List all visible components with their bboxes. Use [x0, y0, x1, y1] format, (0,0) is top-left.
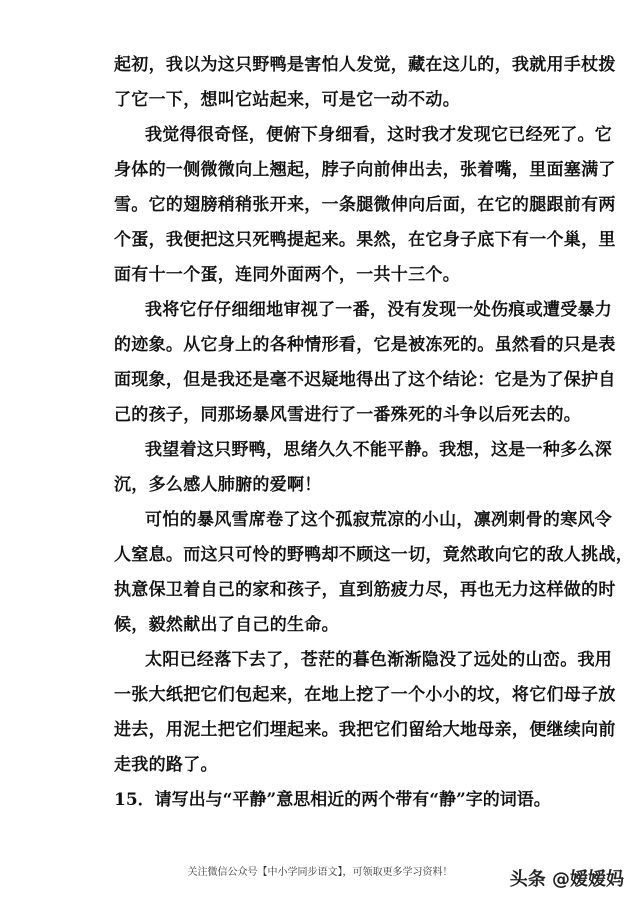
paragraph-3-line-2: 的迹象。从它身上的各种情形看，它是被冻死的。虽然看的只是表: [114, 335, 616, 355]
paragraph-4-line-1: 我望着这只野鸭，思绪久久不能平静。我想，这是一种多么深: [145, 440, 613, 460]
question-15: 15．请写出与“平静”意思相近的两个带有“静”字的词语。: [114, 790, 551, 810]
paragraph-6-line-4: 走我的路了。: [114, 755, 218, 775]
paragraph-2-line-2: 身体的一侧微微向上翘起，脖子向前伸出去，张着嘴，里面塞满了: [114, 160, 616, 180]
paragraph-2-line-1: 我觉得很奇怪，便俯下身细看，这时我才发现它已经死了。它: [145, 125, 613, 145]
source-watermark: 头条 @嫒嫒妈: [509, 869, 624, 890]
paragraph-3-line-4: 己的孩子，同那场暴风雪进行了一番殊死的斗争以后死去的。: [114, 405, 582, 425]
paragraph-3-line-1: 我将它仔仔细细地审视了一番，没有发现一处伤痕或遭受暴力: [145, 300, 613, 320]
paragraph-4-line-2: 沉，多么感人肺腑的爱啊！: [114, 475, 322, 495]
paragraph-2-line-5: 面有十一个蛋，连同外面两个，一共十三个。: [114, 265, 460, 285]
paragraph-5-line-1: 可怕的暴风雪席卷了这个孤寂荒凉的小山，凛冽刺骨的寒风令: [145, 510, 613, 530]
paragraph-5-line-3: 执意保卫着自己的家和孩子，直到筋疲力尽，再也无力这样做的时: [114, 580, 616, 600]
paragraph-3-line-3: 面现象，但是我还是毫不迟疑地得出了这个结论：它是为了保护自: [114, 370, 616, 390]
paragraph-2-line-4: 个蛋，我便把这只死鸭提起来。果然，在它身子底下有一个巢，里: [114, 230, 616, 250]
footer-note: 关注微信公众号【中小学同步语文】，可领取更多学习资料！: [187, 867, 453, 878]
paragraph-1-line-1: 起初，我以为这只野鸭是害怕人发觉，藏在这儿的，我就用手杖拨: [114, 55, 616, 75]
paragraph-6-line-3: 进去，用泥土把它们埋起来。我把它们留给大地母亲，便继续向前: [114, 720, 616, 740]
paragraph-5-line-2: 人窒息。而这只可怜的野鸭却不顾这一切，竟然敢向它的敌人挑战，: [114, 545, 633, 565]
paragraph-6-line-2: 一张大纸把它们包起来，在地上挖了一个小小的坟，将它们母子放: [114, 685, 616, 705]
paragraph-1-line-2: 了它一下，想叫它站起来，可是它一动不动。: [114, 90, 460, 110]
paragraph-5-line-4: 候，毅然献出了自己的生命。: [114, 615, 339, 635]
paragraph-6-line-1: 太阳已经落下去了，苍茫的暮色渐渐隐没了远处的山峦。我用: [145, 650, 613, 670]
paragraph-2-line-3: 雪。它的翅膀稍稍张开来，一条腿微伸向后面，在它的腿跟前有两: [114, 195, 616, 215]
